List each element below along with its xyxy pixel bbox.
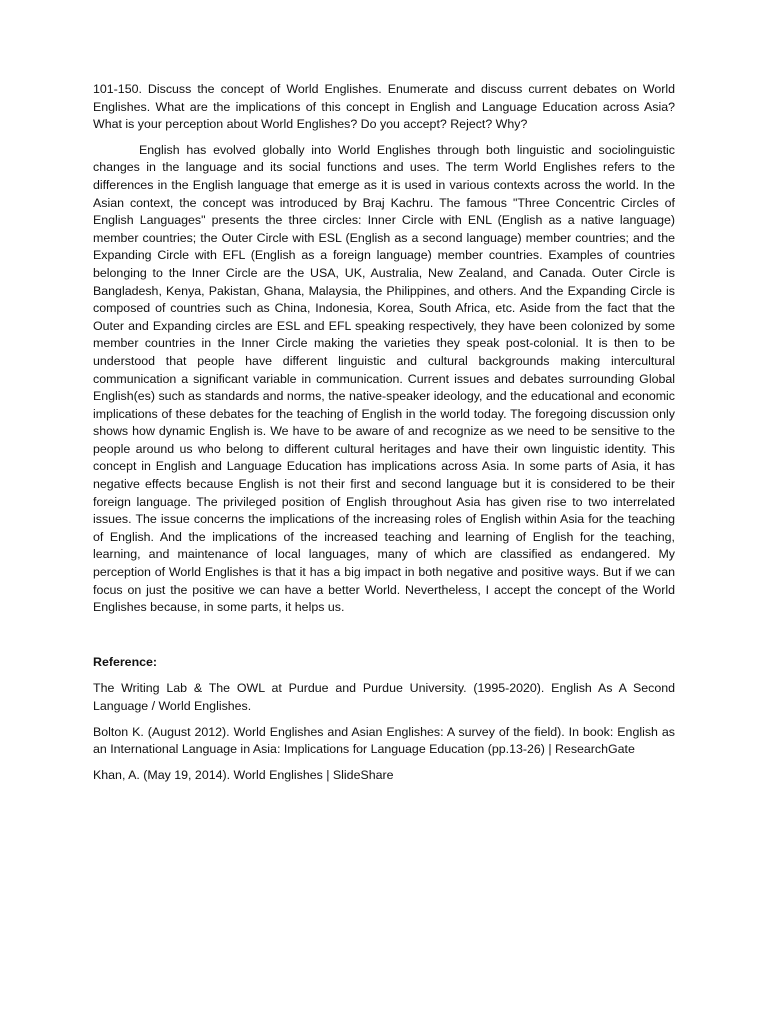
reference-heading: Reference: <box>93 654 158 669</box>
reference-item: The Writing Lab & The OWL at Purdue and Purdue University. (1995-2020). English As A Second Language / World Englishes. <box>93 681 675 713</box>
question-prompt: 101-150. Discuss the concept of World Englishes. Enumerate and discuss current debates on World Englishes. What are the implications of this concept in English and Language Education across Asia? What is your perception about World Englishes? Do you accept? Reject? Why? <box>93 82 675 132</box>
reference-item: Bolton K. (August 2012). World Englishes and Asian Englishes: A survey of the field). In book: English as an International Language in Asia: Implications for Language Education (pp.13-26) | ResearchGate <box>93 724 675 757</box>
essay-body: English has evolved globally into World Englishes through both linguistic and sociolinguistic changes in the language and its social functions and uses. The term World Englishes refers to the differences in the English language that emerge as it is used in various contexts across the world. In the Asian context, the concept was introduced by Braj Kachru. The famous "Three Concentric Circles of English Languages" presents the three circles: Inner Circle with ENL (English as a native language) member countries; the Outer Circle with ESL (English as a second language) member countries; and the Expanding Circle with EFL (English as a foreign language) member countries. Examples of countries belonging to the Inner Circle are the USA, UK, Australia, New Zealand, and Canada. Outer Circle is Bangladesh, Kenya, Pakistan, Ghana, Malaysia, the Philippines, and others. And the Expanding Circle is composed of countries such as China, Indonesia, Korea, South Africa, etc. Aside from the fact that the Outer and Expanding circles are ESL and EFL speaking respectively, they have been colonized by some member countries in the Inner Circle making the varieties they speak post-colonial. It is then to be understood that people have different linguistic and cultural backgrounds making intercultural communication a significant variable in communication. Current issues and debates surrounding Global English(es) such as standards and norms, the native-speaker ideology, and the educational and economic implications of these debates for the teaching of English in the world today. The foregoing discussion only shows how dynamic English is. We have to be aware of and recognize as we need to be sensitive to the people around us who belong to different cultural heritages and have their own linguistic identity. This concept in English and Language Education has implications across Asia. In some parts of Asia, it has negative effects because English is not their first and second language but it is considered to be their foreign language. The privileged position of English throughout Asia has given rise to two interrelated issues. The issue concerns the implications of the increasing roles of English within Asia for the teaching of English. And the implications of the increased teaching and learning of English for the teaching, learning, and maintenance of local languages, many of which are classified as endangered. My perception of World Englishes is that it has a big impact in both negative and positive ways. But if we can focus on just the positive we can have a better World. Nevertheless, I accept the concept of the World Englishes because, in some parts, it helps us. <box>93 142 675 615</box>
reference-item: Khan, A. (May 19, 2014). World Englishes | SlideShare <box>93 767 394 782</box>
document-page <box>93 81 675 792</box>
